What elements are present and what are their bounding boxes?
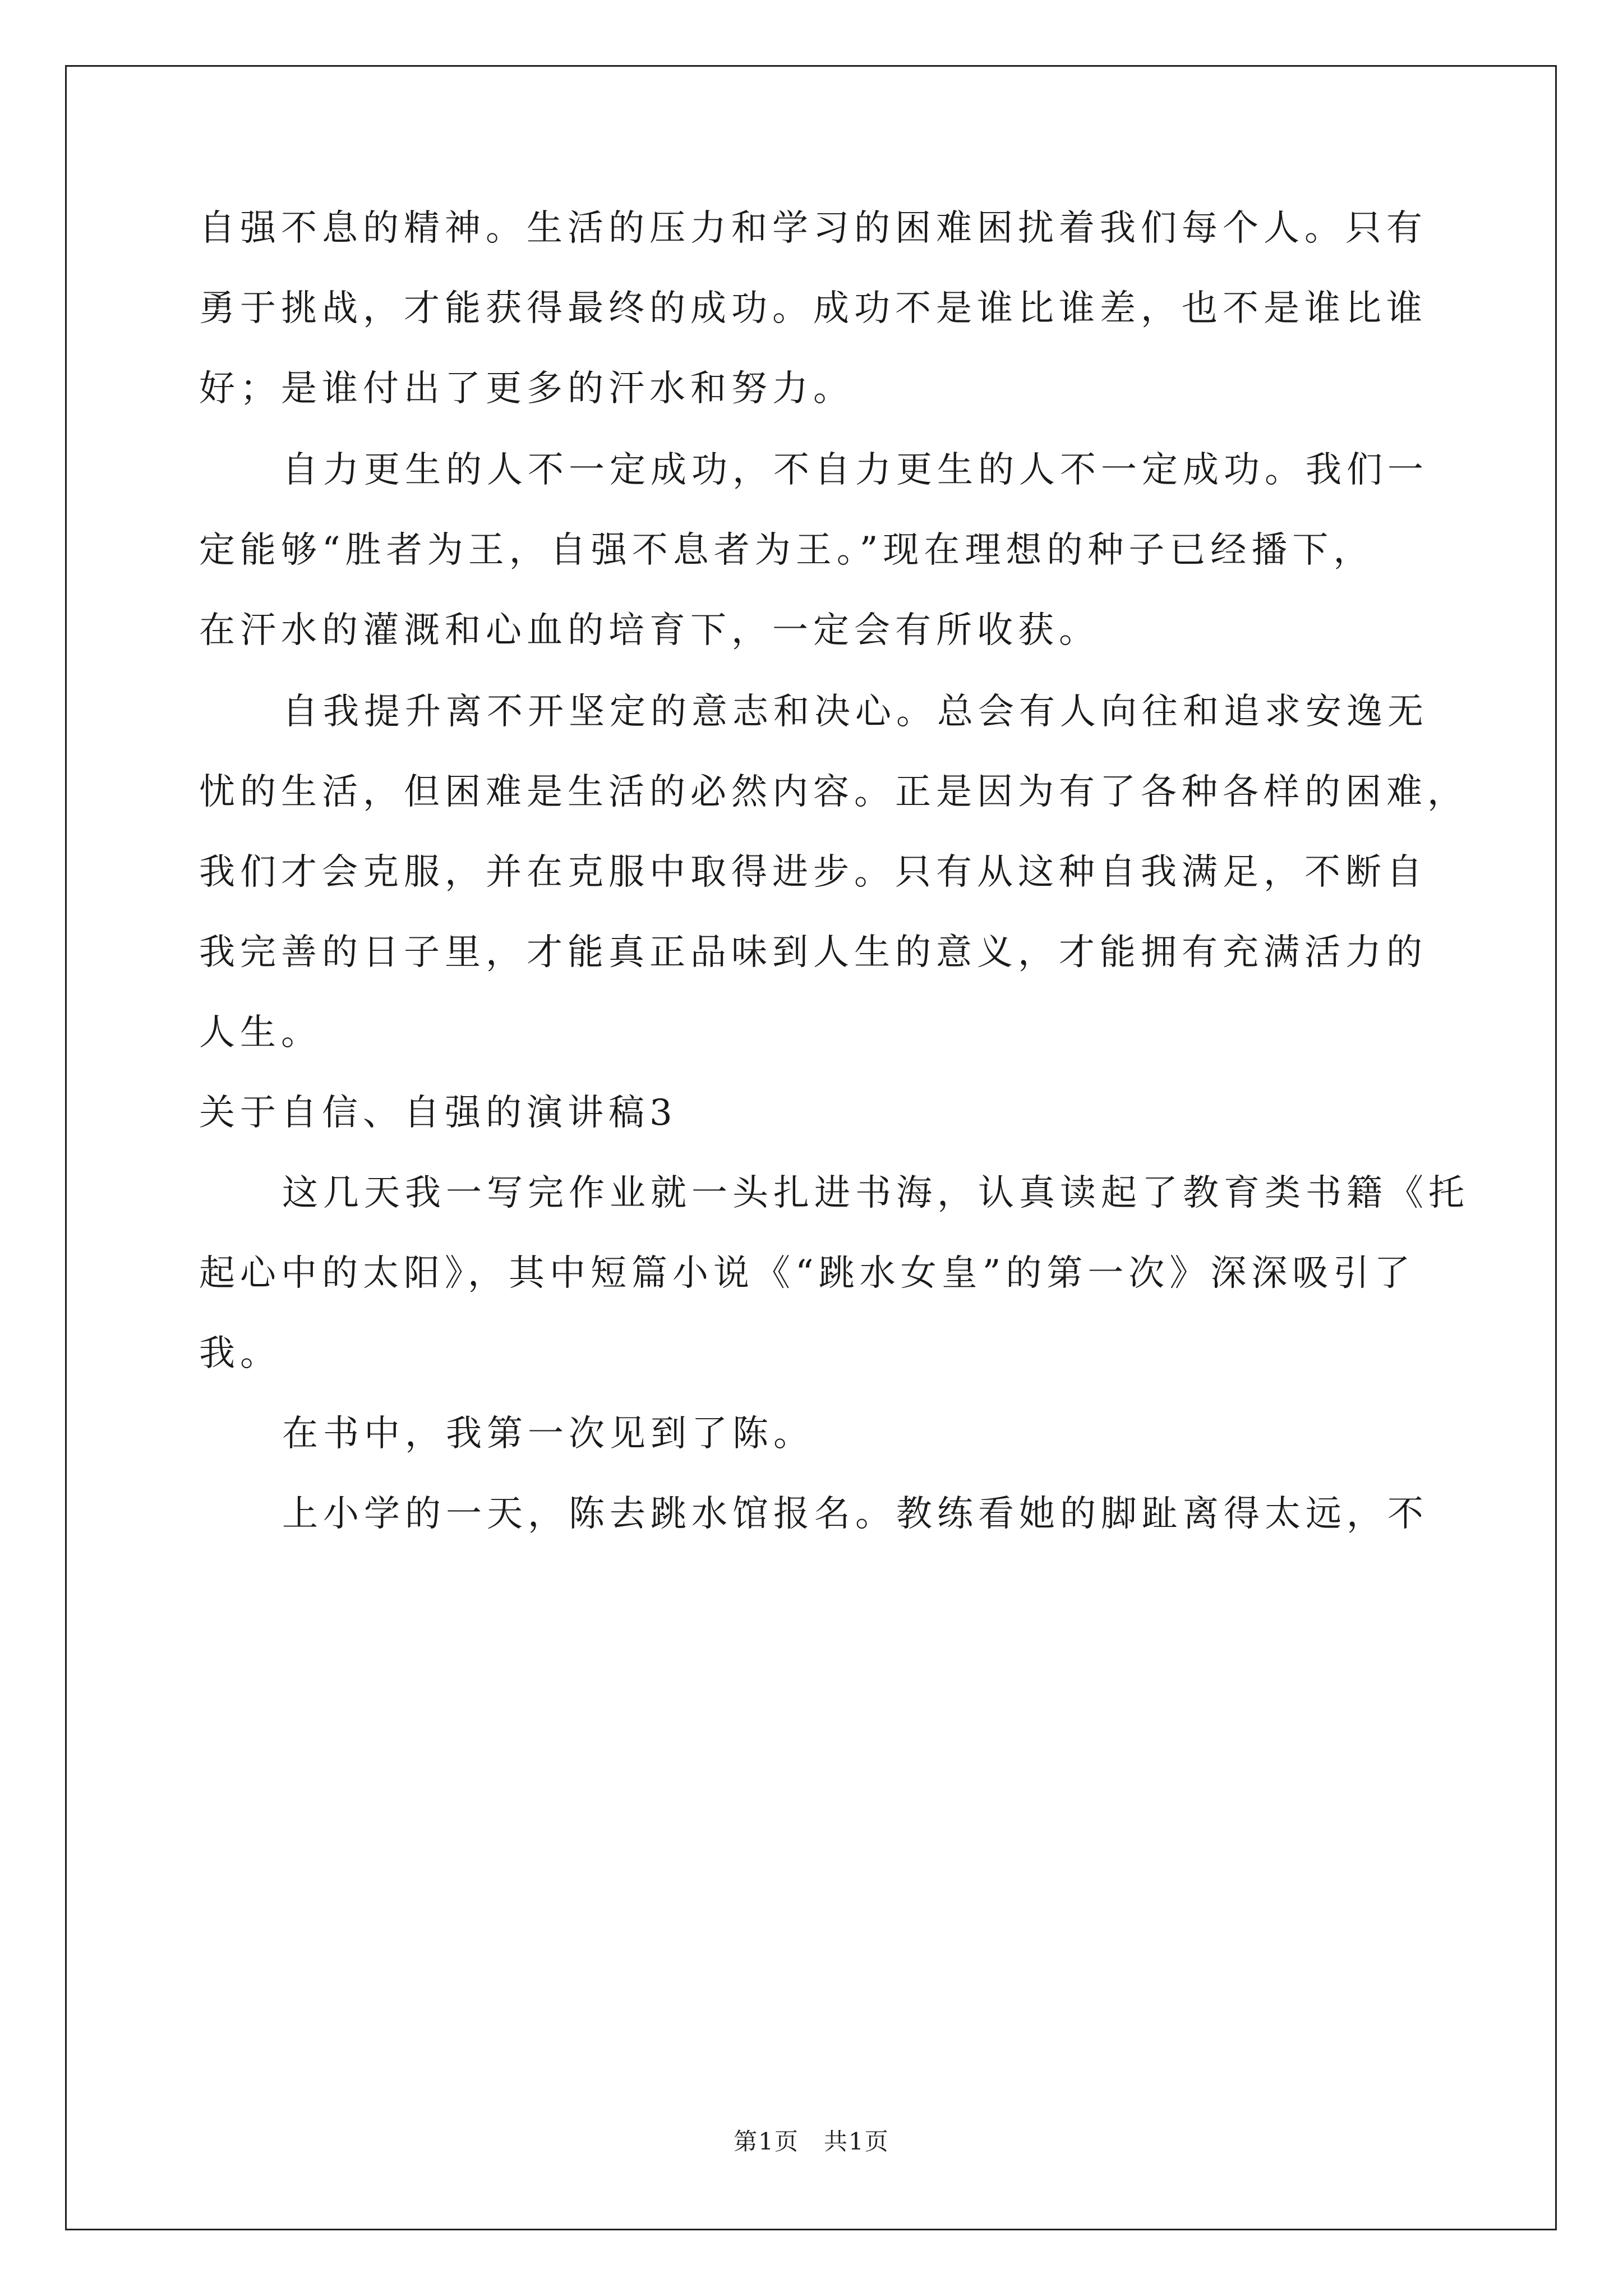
paragraph-start-line: 自我提升离不开坚定的意志和决心。总会有人向往和追求安逸无 xyxy=(282,691,1428,733)
text-line: 忧的生活，但困难是生活的必然内容。正是因为有了各种各样的困难， xyxy=(199,771,1468,813)
text-line: 我完善的日子里，才能真正品味到人生的意义，才能拥有充满活力的 xyxy=(199,932,1427,973)
paragraph-start-line: 自力更生的人不一定成功，不自力更生的人不一定成功。我们一 xyxy=(282,449,1428,491)
text-line: 自强不息的精神。生活的压力和学习的困难困扰着我们每个人。只有 xyxy=(199,208,1427,249)
text-line: 定能够“胜者为王，自强不息者为王。”现在理想的种子已经播下， xyxy=(199,530,1375,571)
paragraph-start-line: 上小学的一天，陈去跳水馆报名。教练看她的脚趾离得太远，不 xyxy=(282,1493,1428,1535)
text-line: 我们才会克服，并在克服中取得进步。只有从这种自我满足，不断自 xyxy=(199,852,1427,893)
text-line: 勇于挑战，才能获得最终的成功。成功不是谁比谁差，也不是谁比谁 xyxy=(199,288,1427,329)
text-line: 起心中的太阳》，其中短篇小说《“跳水女皇”的第一次》深深吸引了 xyxy=(199,1253,1415,1294)
paragraph-start-line: 这几天我一写完作业就一头扎进书海，认真读起了教育类书籍《托 xyxy=(282,1172,1469,1214)
section-heading: 关于自信、自强的演讲稿3 xyxy=(199,1092,677,1134)
text-line: 人生。 xyxy=(199,1012,322,1053)
text-line: 我。 xyxy=(199,1333,281,1374)
text-line: 在汗水的灌溉和心血的培育下，一定会有所收获。 xyxy=(199,610,1100,651)
text-line: 好；是谁付出了更多的汗水和努力。 xyxy=(199,368,854,409)
paragraph-start-line: 在书中，我第一次见到了陈。 xyxy=(282,1413,814,1455)
page-number-footer: 第1页 共1页 xyxy=(734,2128,889,2155)
